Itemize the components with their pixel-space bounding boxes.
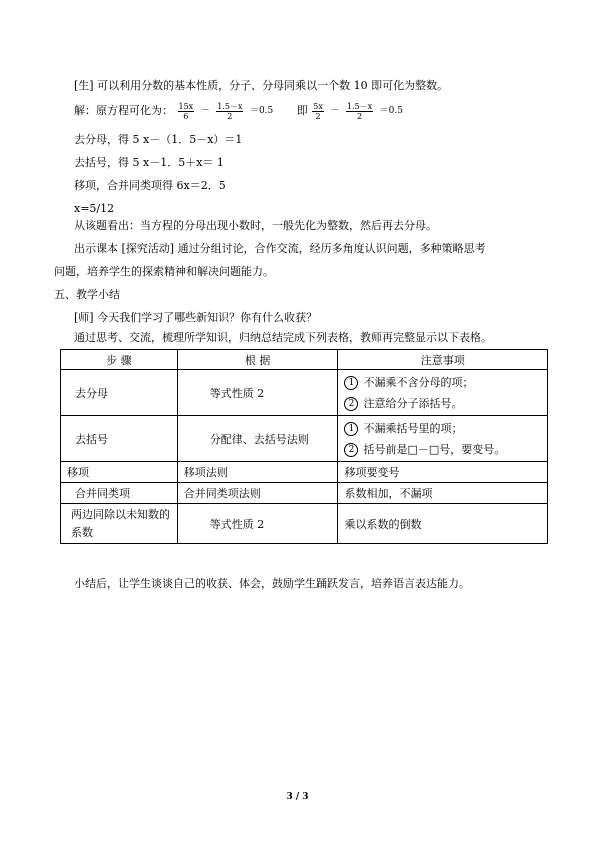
equation-transform-line	[74, 98, 405, 124]
note-item: 2 注意给分子添括号。	[344, 393, 541, 414]
step-cell: 移项	[61, 462, 178, 483]
equation-rhs: ＝0.5	[249, 106, 274, 116]
conclusion-line: 从该题看出：当方程的分母出现小数时，一般先化为整数，然后再去分母。	[74, 219, 437, 232]
summary-intro-line: 通过思考、交流，梳理所学知识，归纳总结完成下列表格，教师再完整显示以下表格。	[74, 331, 492, 344]
step-result: x=5/12	[74, 202, 115, 215]
step-combine-terms: 移项，合并同类项得 6x＝2．5	[74, 179, 226, 192]
basis-cell: 等式性质 2	[177, 504, 338, 544]
column-header-step: 步 骤	[61, 350, 178, 370]
column-header-notes: 注意事项	[338, 350, 548, 370]
note-item: 1 不漏乘不含分母的项；	[344, 372, 541, 393]
step-remove-denominator: 去分母，得 5 x－（1．5－x）＝1	[74, 133, 243, 146]
note-item: 2 括号前是□－□号，要变号。	[344, 439, 541, 460]
notes-cell	[338, 370, 548, 416]
notes-cell: 系数相加，不漏项	[338, 483, 548, 504]
table-row	[61, 504, 548, 544]
table-row	[61, 462, 548, 483]
basis-cell: 分配律、去括号法则	[177, 416, 338, 462]
basis-cell: 合并同类项法则	[177, 483, 338, 504]
minus-sign: －	[200, 106, 210, 116]
notes-cell	[338, 416, 548, 462]
basis-cell: 移项法则	[177, 462, 338, 483]
closing-summary-line: 小结后，让学生谈谈自己的收获、体会，鼓励学生踊跃发言，培养语言表达能力。	[74, 577, 470, 590]
minus-sign: －	[330, 106, 340, 116]
page-number: 3 / 3	[286, 792, 309, 802]
step-cell: 去括号	[61, 416, 178, 462]
basis-cell: 等式性质 2	[177, 370, 338, 416]
solution-label: 解：原方程可化为：	[74, 104, 173, 117]
circled-number: 2	[344, 443, 358, 457]
column-header-basis: 根 据	[177, 350, 338, 370]
note-item: 1 不漏乘括号里的项；	[344, 418, 541, 439]
activity-line: 出示课本 [探究活动] 通过分组讨论，合作交流，经历多角度认识问题，多种策略思考	[74, 242, 486, 255]
section-heading: 五、教学小结	[54, 288, 120, 301]
teacher-question-line: [师] 今天我们学习了哪些新知识？你有什么收获？	[74, 311, 318, 324]
step-cell: 两边同除以未知数的系数	[61, 504, 178, 544]
step-cell: 合并同类项	[61, 483, 178, 504]
table-row	[61, 370, 548, 416]
equivalence-label: 即	[296, 104, 308, 117]
step-remove-parentheses: 去括号，得 5 x－1．5＋x＝ 1	[74, 156, 224, 169]
activity-line-continued: 问题，培养学生的探索精神和解决问题能力。	[54, 265, 274, 278]
table-row	[61, 416, 548, 462]
student-answer-line: [生] 可以利用分数的基本性质，分子、分母同乘以一个数 10 即可化为整数。	[74, 79, 449, 92]
step-cell: 去分母	[61, 370, 178, 416]
notes-cell: 移项要变号	[338, 462, 548, 483]
table-row	[61, 483, 548, 504]
summary-table	[60, 349, 548, 544]
circled-number: 2	[344, 397, 358, 411]
table-header-row	[61, 350, 548, 370]
equation-rhs: ＝0.5	[379, 106, 403, 116]
notes-cell: 乘以系数的倒数	[338, 504, 548, 544]
circled-number: 1	[344, 422, 358, 436]
circled-number: 1	[344, 376, 358, 390]
fraction: $\frac{1.5-x}{2}$	[217, 101, 243, 121]
fraction: $\frac{1.5-x}{2}$	[346, 101, 373, 121]
fraction: $\frac{5x}{2}$	[313, 101, 323, 121]
fraction: $\frac{15x}{6}$	[178, 101, 194, 121]
